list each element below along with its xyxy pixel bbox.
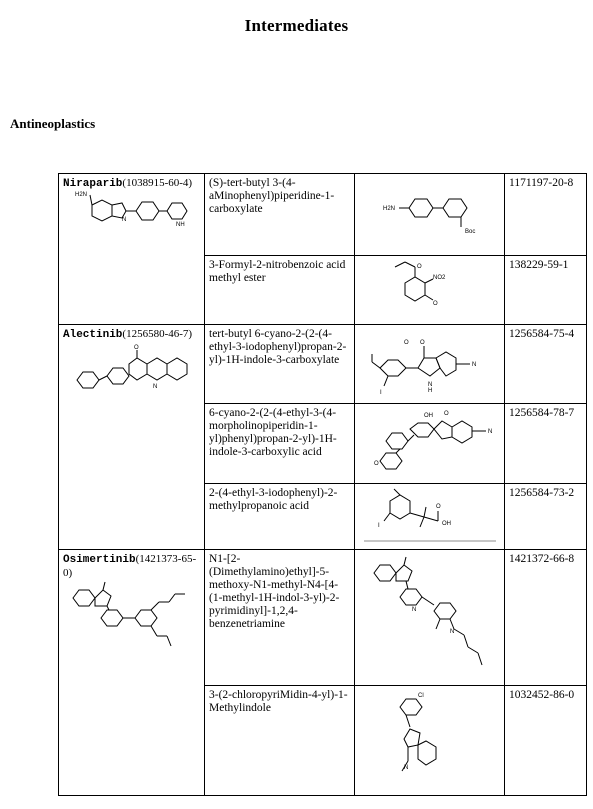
intermediate-name: N1-[2-(Dimethylamino)ethyl]-5-methoxy-N1-methyl-N4-[4-(1-methyl-1H-indol-3-yl)-2-pyrimidinyl]-1,2,4-benzenetriamine <box>205 550 355 686</box>
intermediate-cas: 1171197-20-8 <box>505 174 587 256</box>
atom-label: O <box>443 411 449 417</box>
intermediate-cas: 1256584-78-7 <box>505 404 587 484</box>
section-heading: Antineoplastics <box>10 116 96 131</box>
niraparib-structure <box>72 191 192 231</box>
intermediate-name: 6-cyano-2-(2-(4-ethyl-3-(4-morpholinopiperidin-1-yl)phenyl)propan-2-yl)-1H-indole-3-carboxylic acid <box>205 404 355 484</box>
intermediate-structure-cell <box>355 484 505 550</box>
atom-label: O <box>432 301 438 307</box>
table-row <box>59 325 587 404</box>
atom-label: O <box>416 264 422 270</box>
table-row <box>59 550 587 686</box>
atom-label: NO2 <box>432 275 445 281</box>
atom-label: N <box>403 765 408 771</box>
intermediate-structure-cell <box>355 550 505 686</box>
intermediates-table <box>58 173 587 796</box>
intermediate-structure-cell <box>355 325 505 404</box>
atom-label: H2N <box>74 192 87 198</box>
atom-label: N <box>411 607 416 613</box>
drug-cas: (1421373-65-0) <box>63 553 197 579</box>
structure-1256584-75-4 <box>360 328 500 398</box>
alectinib-structure <box>67 342 197 392</box>
atom-label: Boc <box>464 229 475 235</box>
drug-cell-alectinib <box>59 325 205 550</box>
atom-label: I <box>377 523 380 529</box>
intermediate-name: 2-(4-ethyl-3-iodophenyl)-2-methylpropanoic acid <box>205 484 355 550</box>
intermediate-cas: 1256584-73-2 <box>505 484 587 550</box>
intermediate-cas: 138229-59-1 <box>505 256 587 325</box>
drug-cas: (1256580-46-7) <box>122 328 193 340</box>
atom-label: H <box>427 388 432 394</box>
atom-label: N <box>427 382 432 388</box>
intermediate-name: 3-(2-chloropyriMidin-4-yl)-1-Methylindole <box>205 686 355 796</box>
intermediate-structure-cell <box>355 256 505 325</box>
intermediate-cas: 1421372-66-8 <box>505 550 587 686</box>
intermediate-structure-cell <box>355 174 505 256</box>
drug-name: Alectinib <box>63 329 123 341</box>
atom-label: N <box>471 362 476 368</box>
atom-label: O <box>419 340 425 346</box>
atom-label: N <box>449 629 454 635</box>
atom-label: O <box>133 345 139 351</box>
atom-label: N <box>152 384 157 390</box>
drug-cell-niraparib <box>59 174 205 325</box>
atom-label: H2N <box>382 206 395 212</box>
structure-1256584-73-2 <box>360 487 500 545</box>
atom-label: OH <box>423 413 433 419</box>
structure-1256584-78-7 <box>360 407 500 479</box>
atom-label: N <box>121 217 126 223</box>
intermediate-cas: 1256584-75-4 <box>505 325 587 404</box>
intermediate-name: 3-Formyl-2-nitrobenzoic acid methyl ester <box>205 256 355 325</box>
page-title: Intermediates <box>244 16 349 35</box>
structure-1421372-66-8 <box>360 553 500 681</box>
intermediate-structure-cell <box>355 404 505 484</box>
atom-label: I <box>379 390 382 396</box>
intermediate-name: tert-butyl 6-cyano-2-(2-(4-ethyl-3-iodophenyl)propan-2-yl)-1H-indole-3-carboxylate <box>205 325 355 404</box>
drug-cell-osimertinib <box>59 550 205 796</box>
drug-name: Niraparib <box>63 178 123 190</box>
atom-label: O <box>373 461 379 467</box>
intermediate-name: (S)-tert-butyl 3-(4-aMinophenyl)piperidine-1-carboxylate <box>205 174 355 256</box>
intermediate-structure-cell <box>355 686 505 796</box>
structure-1032452-86-0 <box>360 689 500 791</box>
structure-138229-59-1 <box>365 259 495 317</box>
atom-label: O <box>403 340 409 346</box>
osimertinib-structure <box>65 580 199 650</box>
atom-label: Cl <box>417 693 424 699</box>
structure-1171197-20-8 <box>365 177 495 237</box>
intermediate-cas: 1032452-86-0 <box>505 686 587 796</box>
atom-label: O <box>435 504 441 510</box>
atom-label: N <box>487 429 492 435</box>
drug-name: Osimertinib <box>63 554 136 566</box>
table-row <box>59 174 587 256</box>
drug-cas: (1038915-60-4) <box>122 177 193 189</box>
atom-label: OH <box>441 521 451 527</box>
atom-label: NH <box>175 222 185 228</box>
